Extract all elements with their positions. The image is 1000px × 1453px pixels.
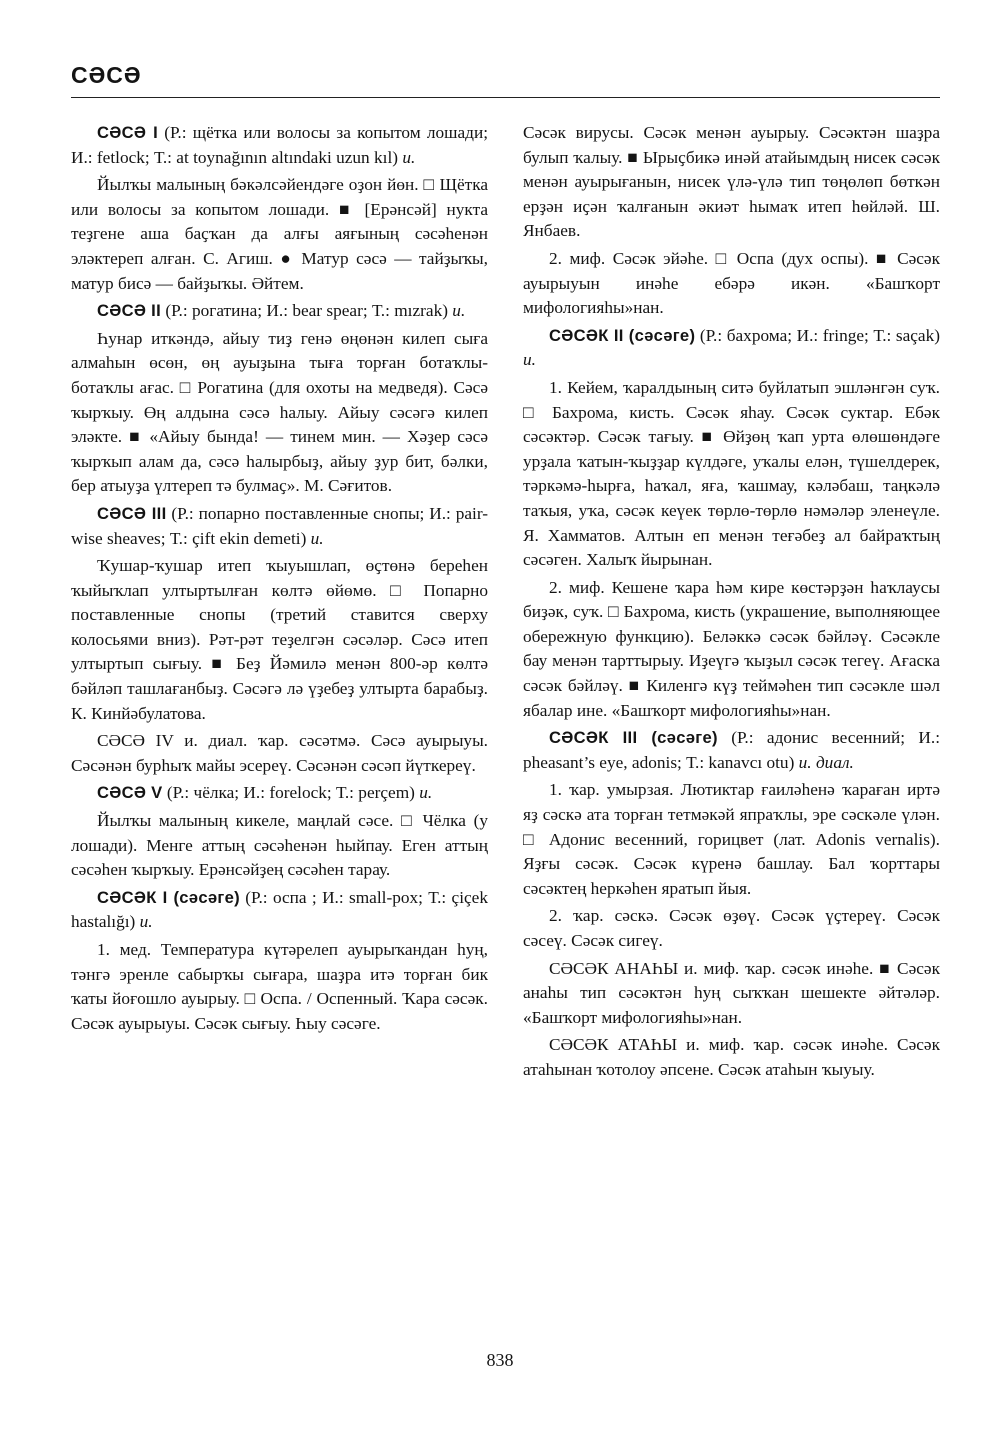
header-rule (71, 97, 940, 98)
definition: Йылҡы малының кикеле, маңлай сәсе. □ Чёлка (у лошади). Менге аттың сәсәһенән һыйпау. Еген аттың сәсәһен ҡырҡыу. Ерәнсәйҙең сәсәһен тарау. (71, 811, 488, 880)
definition: 2. миф. Кешене ҡара һәм кире көстәрҙән һаҡлаусы биҙәк, суҡ. □ Бахрома, кисть (украшение, выполняющее обережную функцию). Беләккә сәсәк бәйләү. Сәсәкле бау менән тарттырыу. Иҙеүгә ҡыҙыл сәсәк тегеү. Ағаска сәсәк бәйләү. ■ Киленгә күҙ теймәһен тип сәсәкле шәл ябалар ине. «Башҡорт мифологияһы»нан. (523, 577, 940, 720)
entry-sesek-anahy: СӘСӘК АНАҺЫ и. миф. ҡар. сәсәк инәһе. ■ Сәсәк анаһы тип сәсәктән һуң сыҡҡан шешекте әйтәләр. «Башҡорт мифологияһы»нан. (523, 958, 940, 1027)
entry-sesek-2 (523, 324, 940, 373)
headword: СӘСӘ II (97, 301, 161, 321)
definition: 2. ҡар. сәскә. Сәсәк өҙөү. Сәсәк үҫтереү. Сәсәк сәсеү. Сәсәк сигеү. (523, 906, 940, 950)
entry-sese-1 (71, 121, 488, 170)
headword: СӘСӘК II (сәсәге) (549, 325, 696, 345)
definition-continued: Сәсәк вирусы. Сәсәк менән ауырыу. Сәсәктән шаҙра булып ҡалыу. ■ Ырыҫбикә инәй атайымдың нисек сәсәк менән ауырығанын, нисек үлә-үлә тип төңөлөп бөткән ерҙән иҫән ҡалғанын әкиәт һымаҡ итеп һөйләй. Ш. Янбаев. (523, 123, 940, 241)
part-of-speech: и. (452, 301, 466, 321)
entry-sesek-atahy: СӘСӘК АТАҺЫ и. миф. ҡар. сәсәк инәһе. Сәсәк атаһынан ҡотолоу әпсене. Сәсәк атаһын ҡыуыу. (523, 1035, 940, 1079)
entry-translations: (Р.: чёлка; И.: forelock; Т.: perçem) (162, 783, 420, 803)
definition: 1. ҡар. умырзая. Лютиктар ғаиләһенә ҡараған иртә яҙ сәскә ата торған тетмәкәй япраҡлы, эре сәскәле үлән. □ Адонис весенний, горицвет (лат. Adonis vernalis). Яҙғы сәсәк. Сәсәк күренә башлау. Бал ҡорттары сәсәктең һеркәһен яратып йыя. (523, 780, 940, 898)
part-of-speech: и. (419, 783, 433, 803)
entry-translations: (Р.: адонис весенний; И.: pheasant’s eye, adonis; Т.: kanavcı otu) (523, 728, 941, 772)
entry-sesek-1 (71, 886, 488, 935)
definition: Һунар иткәндә, айыу тиҙ генә өңөнән килеп сыға алмаһын өсөн, өң ауыҙына тыға торған ботаҡлы-ботаҡлы ағас. □ Рогатина (для охоты на медведя). Сәсә ҡырҡыу. Өң алдына сәсә һалыу. Айыу сәсәгә килеп эләкте. ■ «Айыу бында! — тинем мин. — Хәҙер сәсә ҡырҡып алам да, сәсә һалырбыҙ, айыу ҙур бит, бәлки, бер атыуҙа үлтереп тә булмаҫ». М. Сәғитов. (71, 328, 488, 496)
entry-translations: (Р.: щётка или волосы за копытом лошади; И.: fetlock; Т.: at toynağının altındaki uzun kıl) (71, 123, 488, 167)
entry-translations: (Р.: оспа ; И.: small-pox; Т.: çiçek hastalığı) (71, 887, 488, 932)
entry-translations: (Р.: бахрома; И.: fringe; Т.: saçak) (695, 325, 940, 345)
page-number: 838 (486, 1350, 514, 1370)
entry-sese-3 (71, 502, 488, 551)
part-of-speech: и. диал. (798, 752, 854, 772)
entry-sese-5 (71, 781, 488, 806)
entry-translations: (Р.: попарно поставленные снопы; И.: pair-wise sheaves; Т.: çift ekin demeti) (71, 503, 489, 548)
entry-sese-2 (71, 299, 488, 324)
part-of-speech: и. (139, 912, 153, 932)
headword: СӘСӘ I (97, 123, 158, 142)
page-header: СӘСӘ (71, 62, 142, 88)
definition: 2. миф. Сәсәк эйәһе. □ Оспа (дух оспы). ■ Сәсәк ауырыуын инәһе ебәрә икән. «Башҡорт мифологияһы»нан. (523, 248, 940, 318)
part-of-speech: и. (310, 528, 324, 548)
headword: СӘСӘК I (сәсәге) (97, 887, 240, 907)
left-column (71, 121, 488, 1039)
part-of-speech: и. (523, 350, 536, 370)
entry-sese-4: СӘСӘ IV и. диал. ҡар. сәсәтмә. Сәсә ауырыуы. Сәсәнән бурһыҡ майы эсереү. Сәсәнән сәсәп йүткереү. (71, 731, 488, 775)
right-column (523, 121, 940, 1086)
definition: Ҡушар-ҡушар итеп ҡыуышлап, өҫтөнә береһен ҡыйыҡлап ултыртылған көлтә өйөмө. □ Попарно поставленные снопы (третий ставится сверху колосьями вниз). Рәт-рәт теҙелгән сәсәләр. Сәсә итеп ултыртып сығыу. ■ Беҙ Йәмилә менән 800-әр көлтә бәйләп ташлағанбыҙ. Сәсәгә лә үҙебеҙ ултырта барабыҙ. К. Кинйәбулатова. (71, 556, 488, 723)
entry-translations: (Р.: рогатина; И.: bear spear; Т.: mızrak) (161, 301, 453, 321)
headword: СӘСӘ III (97, 503, 167, 523)
definition: 1. Кейем, ҡаралдының ситә буйлатып эшләнгән суҡ. □ Бахрома, кисть. Сәсәк яһау. Сәсәк суктар. Ебәк сәсәктәр. Сәсәк тағыу. ■ Өйҙөң ҡап урта өлөшөндәге урҙала ҡатын-ҡыҙҙар күлдәге, уҡалы елән, түшелдерек, тәркәмә-һырға, һаҡал, яға, ҡашмау, кәләбаш, таңкәлә таҡыя, уҡа, сәсәк кеүек төрлө-төрлө нәмәләр эленеүле. Я. Хамматов. Алтын еп менән теғәбеҙ ал байраҡтың сәсәген. Халыҡ йырынан. (523, 377, 940, 570)
entry-sesek-3 (523, 726, 940, 775)
part-of-speech: и. (402, 147, 416, 167)
headword: СӘСӘ V (97, 783, 163, 803)
definition: Йылҡы малының бәкәлсәйендәге оҙон йөн. □ Щётка или волосы за копытом лошади. ■ [Ерәнсәй] нукта теҙгене аша баҫҡан да алғы аяғының сәсәһенән эләктереп алған. С. Агиш. ● Матур сәсә — тайҙыҡы, матур бисә — байҙыҡы. Әйтем. (71, 175, 488, 293)
headword: СӘСӘК III (сәсәге) (549, 728, 718, 748)
definition: 1. мед. Температура күтәрелеп ауырыҡандан һуң, тәнгә эренле сабырҡы сығара, шаҙра итә торған бик ҡаты йоғошло ауырыу. □ Оспа. / Оспенный. Ҡара сәсәк. Сәсәк ауырыуы. Сәсәк сығыу. Һыу сәсәге. (71, 940, 488, 1033)
